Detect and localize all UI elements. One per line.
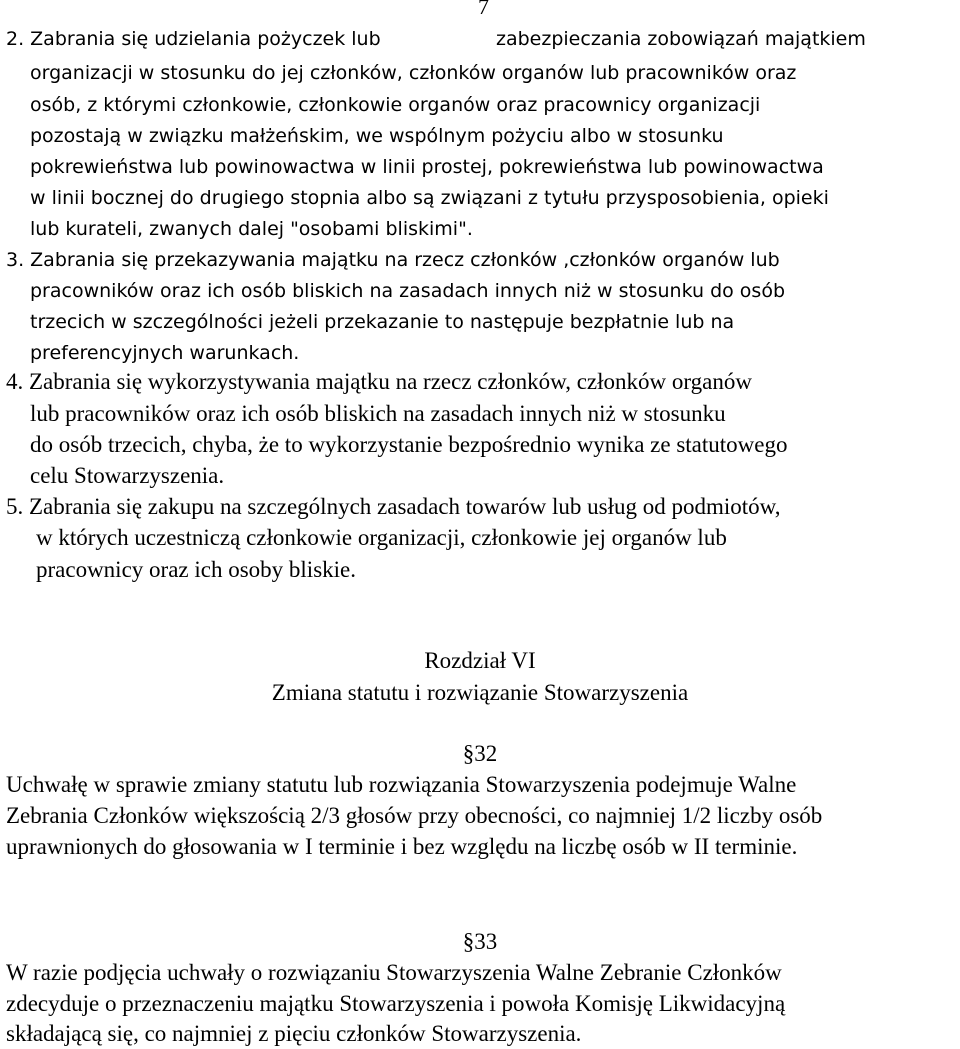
section-33-line: zdecyduje o przeznaczeniu majątku Stowarzyszenia i powoła Komisję Likwidacyjną: [6, 991, 786, 1016]
item-3-line: preferencyjnych warunkach.: [30, 342, 300, 364]
chapter-subtitle: Zmiana statutu i rozwiązanie Stowarzyszenia: [271, 680, 689, 705]
section-32-heading: §32: [462, 741, 498, 766]
item-2-line: lub kurateli, zwanych dalej "osobami bliskimi".: [30, 218, 473, 240]
section-33-line: składającą się, co najmniej z pięciu członków Stowarzyszenia.: [6, 1021, 582, 1046]
item-4-line: lub pracowników oraz ich osób bliskich na zasadach innych niż w stosunku: [30, 401, 726, 426]
section-33-line: W razie podjęcia uchwały o rozwiązaniu Stowarzyszenia Walne Zebranie Członków: [6, 960, 782, 985]
item-2-line: w linii bocznej do drugiego stopnia albo są związani z tytułu przysposobienia, opieki: [30, 187, 829, 209]
section-32-line: Uchwałę w sprawie zmiany statutu lub rozwiązania Stowarzyszenia podejmuje Walne: [6, 772, 797, 797]
item-2-line: organizacji w stosunku do jej członków, członków organów lub pracowników oraz: [30, 62, 797, 84]
item-5-line: 5. Zabrania się zakupu na szczególnych zasadach towarów lub usług od podmiotów,: [6, 494, 781, 519]
item-3-line: 3. Zabrania się przekazywania majątku na rzecz członków ,członków organów lub: [6, 249, 780, 271]
item-5-line: w których uczestniczą członkowie organizacji, członkowie jej organów lub: [36, 525, 727, 550]
item-4-line: do osób trzecich, chyba, że to wykorzystanie bezpośrednio wynika ze statutowego: [30, 432, 788, 457]
item-4-line: 4. Zabrania się wykorzystywania majątku na rzecz członków, członków organów: [6, 369, 752, 394]
item-5-line: pracownicy oraz ich osoby bliskie.: [36, 557, 356, 582]
section-32-line: Zebrania Członków większością 2/3 głosów przy obecności, co najmniej 1/2 liczby osób: [6, 803, 823, 828]
section-32-line: uprawnionych do głosowania w I terminie i bez względu na liczbę osób w II terminie.: [6, 834, 798, 859]
item-3-line: trzecich w szczególności jeżeli przekazanie to następuje bezpłatnie lub na: [30, 311, 735, 333]
item-2-line: pozostają w związku małżeńskim, we wspólnym pożyciu albo w stosunku: [30, 125, 724, 147]
item-3-line: pracowników oraz ich osób bliskich na zasadach innych niż w stosunku do osób: [30, 280, 785, 302]
item-2-line-1-end: zabezpieczania zobowiązań majątkiem: [496, 28, 866, 50]
page-number: 7: [478, 0, 489, 19]
item-2-line: pokrewieństwa lub powinowactwa w linii prostej, pokrewieństwa lub powinowactwa: [30, 156, 824, 178]
item-2-line: osób, z którymi członkowie, członkowie organów oraz pracownicy organizacji: [30, 94, 761, 116]
item-4-line: celu Stowarzyszenia.: [30, 463, 225, 488]
chapter-title: Rozdział VI: [424, 648, 536, 673]
section-33-heading: §33: [462, 929, 498, 954]
item-2-line-1-start: 2. Zabrania się udzielania pożyczek lub: [6, 28, 381, 50]
